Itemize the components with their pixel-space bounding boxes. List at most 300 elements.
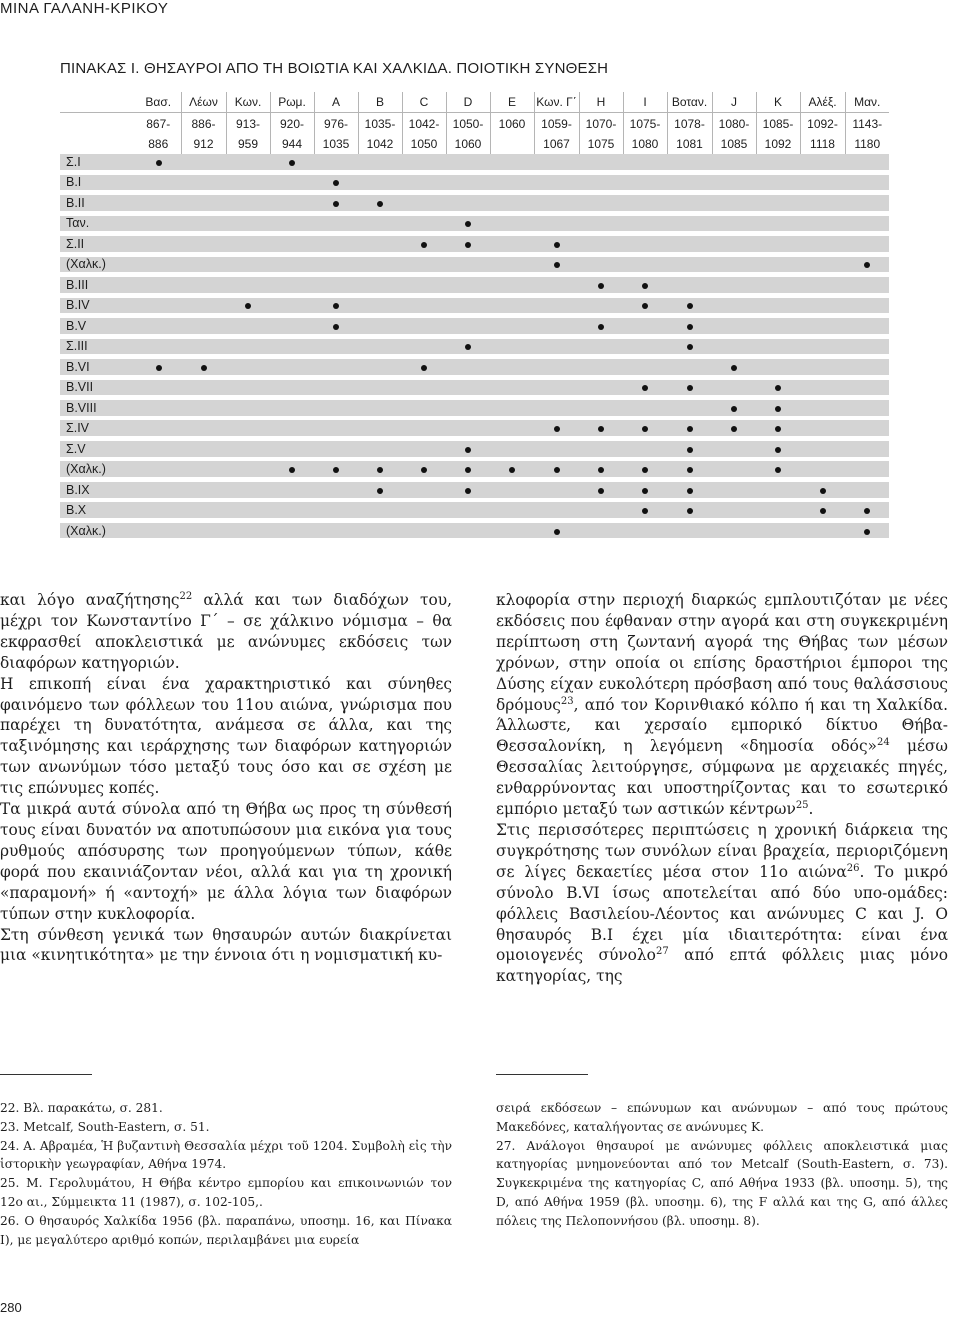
cell: [623, 482, 667, 498]
column-name-11: I: [623, 92, 667, 113]
table-title: ΠΙΝΑΚΑΣ Ι. ΘΗΣΑΥΡΟΙ ΑΠΟ ΤΗ ΒΟΙΩΤΙΑ ΚΑΙ ΧΑΛΚΙΔΑ. ΠΟΙΟΤΙΚΗ ΣΥΝΘΕΣΗ: [60, 60, 609, 77]
cell: [712, 420, 756, 436]
cell: [314, 236, 358, 252]
column-from-6: 1042-: [402, 113, 446, 134]
cell: [226, 175, 270, 191]
text-run: κλοφορία στην περιοχή διαρκώς εμπλουτιζόταν με νέες εκδόσεις που έφθαναν στην αγορά και στη συγκεκριμένη περίπτωση στη ζωντανή αγορά της Θήβας των μέσων χρόνων, στην οποία οι επίσης δραστήριοι έμποροι της Δύσης είχαν ευκολότερη πρόσβαση από τους θαλάσσιους δρόμους: [496, 591, 948, 714]
presence-dot: [333, 324, 339, 330]
cell: [314, 298, 358, 314]
row-label: Ταν.: [60, 216, 136, 232]
cell: [181, 420, 226, 436]
hoards-table: [60, 92, 889, 543]
cell: [756, 482, 800, 498]
row-label: B.IX: [60, 482, 136, 498]
table-row: [60, 441, 889, 457]
column-from-0: 867-: [136, 113, 181, 134]
cell: [579, 154, 623, 170]
cell: [226, 277, 270, 293]
column-from-10: 1070-: [579, 113, 623, 134]
cell: [712, 318, 756, 334]
column-to-0: 886: [136, 134, 181, 154]
cell: [446, 359, 490, 375]
paragraph: [0, 799, 452, 924]
presence-dot: [731, 426, 737, 432]
cell: [402, 523, 446, 539]
presence-dot: [201, 365, 207, 371]
cell: [579, 175, 623, 191]
cell: [446, 154, 490, 170]
presence-dot: [465, 344, 471, 350]
cell: [181, 339, 226, 355]
presence-dot: [775, 406, 781, 412]
cell: [579, 318, 623, 334]
presence-dot: [333, 467, 339, 473]
cell: [358, 195, 402, 211]
cell: [314, 318, 358, 334]
cell: [358, 359, 402, 375]
cell: [845, 420, 889, 436]
cell: [226, 482, 270, 498]
cell: [446, 339, 490, 355]
presence-dot: [554, 426, 560, 432]
column-from-9: 1059-: [534, 113, 579, 134]
cell: [800, 380, 845, 396]
row-gap: [60, 538, 889, 543]
cell: [490, 154, 534, 170]
paragraph: [0, 590, 452, 674]
cell: [800, 195, 845, 211]
text-run: μέσω Θεσσαλίας λειτούργησε, σύμφωνα με αρχειακές πηγές, ενθαρρύνοντας και υποστηρίζοντας και το εσωτερικό εμπόριο μεταξύ των αστικών κέντρων: [496, 737, 948, 819]
cell: [579, 441, 623, 457]
cell: [623, 298, 667, 314]
cell: [667, 298, 712, 314]
cell: [446, 400, 490, 416]
column-to-2: 959: [226, 134, 270, 154]
presence-dot: [289, 160, 295, 166]
paragraph: [0, 674, 452, 799]
column-to-8: [490, 134, 534, 154]
cell: [490, 441, 534, 457]
cell: [270, 482, 314, 498]
column-to-12: 1081: [667, 134, 712, 154]
cell: [534, 277, 579, 293]
cell: [579, 298, 623, 314]
text-run: και λόγο αναζήτησης: [0, 591, 180, 609]
cell: [667, 441, 712, 457]
presence-dot: [642, 385, 648, 391]
cell: [712, 277, 756, 293]
cell: [358, 257, 402, 273]
presence-dot: [554, 242, 560, 248]
cell: [712, 195, 756, 211]
cell: [667, 420, 712, 436]
cell: [402, 400, 446, 416]
cell: [446, 482, 490, 498]
cell: [623, 400, 667, 416]
column-name-7: D: [446, 92, 490, 113]
cell: [845, 502, 889, 518]
cell: [712, 175, 756, 191]
cell: [226, 318, 270, 334]
cell: [270, 318, 314, 334]
cell: [136, 236, 181, 252]
cell: [270, 441, 314, 457]
column-from-1: 886-: [181, 113, 226, 134]
cell: [756, 420, 800, 436]
cell: [226, 236, 270, 252]
table-row: [60, 318, 889, 334]
cell: [845, 400, 889, 416]
cell: [181, 277, 226, 293]
cell: [490, 195, 534, 211]
cell: [667, 502, 712, 518]
presence-dot: [465, 221, 471, 227]
cell: [358, 154, 402, 170]
cell: [226, 502, 270, 518]
cell: [534, 195, 579, 211]
cell: [181, 359, 226, 375]
cell: [358, 380, 402, 396]
column-name-6: C: [402, 92, 446, 113]
footnote: 22. Βλ. παρακάτω, σ. 281.: [0, 1101, 163, 1115]
table-row: [60, 400, 889, 416]
footnotes-right: [496, 1099, 948, 1231]
cell: [314, 359, 358, 375]
cell: [534, 441, 579, 457]
cell: [579, 257, 623, 273]
row-label: B.I: [60, 175, 136, 191]
column-name-0: Βασ.: [136, 92, 181, 113]
cell: [358, 420, 402, 436]
footnote: σειρά εκδόσεων – επώνυμων και ανώνυμων – από τους πρώτους Μακεδόνες, καταλήγοντας σε ανώνυμες K.: [496, 1101, 948, 1134]
cell: [623, 461, 667, 477]
cell: [845, 482, 889, 498]
cell: [314, 195, 358, 211]
cell: [446, 298, 490, 314]
presence-dot: [156, 365, 162, 371]
presence-dot: [333, 180, 339, 186]
cell: [800, 420, 845, 436]
cell: [623, 257, 667, 273]
cell: [490, 318, 534, 334]
cell: [623, 216, 667, 232]
presence-dot: [820, 488, 826, 494]
cell: [490, 298, 534, 314]
row-label: B.X: [60, 502, 136, 518]
cell: [181, 318, 226, 334]
cell: [623, 154, 667, 170]
cell: [845, 461, 889, 477]
cell: [358, 482, 402, 498]
table-row: [60, 277, 889, 293]
cell: [181, 482, 226, 498]
running-head: ΜΙΝΑ ΓΑΛΑΝΗ-ΚΡΙΚΟΥ: [0, 0, 169, 17]
cell: [136, 441, 181, 457]
presence-dot: [642, 508, 648, 514]
presence-dot: [421, 365, 427, 371]
cell: [534, 380, 579, 396]
presence-dot: [465, 467, 471, 473]
cell: [845, 380, 889, 396]
column-name-1: Λέων: [181, 92, 226, 113]
cell: [534, 523, 579, 539]
cell: [136, 257, 181, 273]
cell: [270, 359, 314, 375]
presence-dot: [864, 529, 870, 535]
cell: [358, 298, 402, 314]
cell: [446, 461, 490, 477]
cell: [181, 441, 226, 457]
presence-dot: [687, 344, 693, 350]
cell: [490, 339, 534, 355]
cell: [712, 482, 756, 498]
cell: [490, 420, 534, 436]
presence-dot: [333, 303, 339, 309]
cell: [623, 359, 667, 375]
presence-dot: [687, 385, 693, 391]
cell: [490, 257, 534, 273]
column-from-7: 1050-: [446, 113, 490, 134]
cell: [579, 523, 623, 539]
footnote-ref: 23: [560, 695, 574, 707]
cell: [181, 380, 226, 396]
cell: [845, 277, 889, 293]
presence-dot: [687, 426, 693, 432]
cell: [800, 154, 845, 170]
presence-dot: [642, 467, 648, 473]
row-label: Σ.V: [60, 441, 136, 457]
column-to-14: 1092: [756, 134, 800, 154]
cell: [490, 216, 534, 232]
presence-dot: [554, 467, 560, 473]
cell: [845, 298, 889, 314]
table-row: [60, 502, 889, 518]
presence-dot: [465, 242, 471, 248]
column-name-4: A: [314, 92, 358, 113]
cell: [623, 523, 667, 539]
cell: [712, 154, 756, 170]
cell: [358, 236, 402, 252]
cell: [756, 523, 800, 539]
cell: [136, 420, 181, 436]
cell: [314, 257, 358, 273]
column-to-16: 1180: [854, 136, 881, 151]
cell: [314, 277, 358, 293]
cell: [667, 318, 712, 334]
cell: [756, 195, 800, 211]
column-name-16: Μαν.: [845, 92, 889, 113]
presence-dot: [554, 262, 560, 268]
table-row: [60, 523, 889, 539]
row-label: Σ.I: [60, 154, 136, 170]
footnote: 27. Ανάλογοι θησαυροί με ανώνυμες φόλλεις αποκλειστικά μιας κατηγορίας μνημονεύονται από τον Metcalf (South-Eastern, σ. 73). Συγκεκριμένα της κατηγορίας C, από Αθήνα 1933 (βλ. υποσημ. 5), της D, από Αθήνα 1959 (βλ. υποσημ. 6), της F αλλά και της G, από άλλες πόλεις της Πελοποννήσου (βλ. υποσημ. 8).: [496, 1138, 948, 1228]
column-to-11: 1080: [623, 134, 667, 154]
table-corner: [60, 92, 136, 113]
text-run: Στις περισσότερες περιπτώσεις η χρονική διάρκεια της συγκρότησης των συνόλων είναι βραχεία, περιοριζόμενη σε λίγες δεκαετίες μέσα στον 11ο αιώνα: [496, 820, 948, 881]
cell: [756, 257, 800, 273]
presence-dot: [156, 160, 162, 166]
cell: [712, 236, 756, 252]
table-row: [60, 461, 889, 477]
column-to-5: 1042: [358, 134, 402, 154]
cell: [667, 216, 712, 232]
cell: [314, 154, 358, 170]
cell: [314, 339, 358, 355]
cell: [845, 441, 889, 457]
cell: [712, 441, 756, 457]
cell: [314, 482, 358, 498]
column-from-2: 913-: [226, 113, 270, 134]
cell: [534, 400, 579, 416]
cell: [446, 380, 490, 396]
cell: [136, 482, 181, 498]
cell: [712, 523, 756, 539]
cell: [579, 420, 623, 436]
cell: [756, 441, 800, 457]
cell: [136, 502, 181, 518]
column-to-4: 1035: [314, 134, 358, 154]
cell: [579, 380, 623, 396]
row-label: B.II: [60, 195, 136, 211]
cell: [712, 257, 756, 273]
cell: [534, 216, 579, 232]
column-name-12: Βοταν.: [667, 92, 712, 113]
cell: [270, 400, 314, 416]
cell: [845, 257, 889, 273]
column-name-2: Κων.: [226, 92, 270, 113]
cell: [800, 482, 845, 498]
cell: [756, 175, 800, 191]
cell: [667, 154, 712, 170]
cell: [800, 339, 845, 355]
cell: [756, 380, 800, 396]
presence-dot: [377, 488, 383, 494]
cell: [800, 318, 845, 334]
presence-dot: [509, 467, 515, 473]
cell: [712, 216, 756, 232]
footnote-ref: 24: [876, 737, 890, 749]
cell: [534, 502, 579, 518]
cell: [800, 175, 845, 191]
text-run: από επτά φόλλεις μιας μόνο κατηγορίας, της: [496, 946, 948, 986]
cell: [226, 400, 270, 416]
cell: [579, 277, 623, 293]
cell: [402, 298, 446, 314]
cell: [490, 400, 534, 416]
cell: [579, 359, 623, 375]
cell: [270, 523, 314, 539]
cell: [712, 400, 756, 416]
table-row: [60, 236, 889, 252]
footnote-ref: 26: [846, 862, 860, 874]
cell: [623, 502, 667, 518]
cell: [270, 216, 314, 232]
column-name-13: J: [712, 92, 756, 113]
column-name-8: E: [490, 92, 534, 113]
cell: [579, 461, 623, 477]
cell: [270, 236, 314, 252]
cell: [402, 257, 446, 273]
cell: [136, 216, 181, 232]
paragraph: [0, 925, 452, 967]
cell: [579, 339, 623, 355]
footnote-ref: 25: [795, 799, 809, 811]
cell: [136, 277, 181, 293]
cell: [579, 482, 623, 498]
column-from-8: 1060: [490, 113, 534, 134]
presence-dot: [775, 467, 781, 473]
cell: [226, 339, 270, 355]
cell: [534, 482, 579, 498]
presence-dot: [775, 385, 781, 391]
presence-dot: [642, 488, 648, 494]
cell: [490, 359, 534, 375]
column-from-15: 1092-: [800, 113, 845, 134]
row-label: B.V: [60, 318, 136, 334]
cell: [136, 318, 181, 334]
cell: [845, 318, 889, 334]
cell: [534, 175, 579, 191]
cell: [358, 400, 402, 416]
cell: [226, 298, 270, 314]
cell: [800, 216, 845, 232]
cell: [446, 318, 490, 334]
presence-dot: [598, 324, 604, 330]
paragraph: [496, 590, 948, 820]
cell: [402, 482, 446, 498]
footnote-ref: 22: [179, 590, 193, 602]
cell: [534, 420, 579, 436]
cell: [490, 175, 534, 191]
text-run: αλλά και των διαδόχων του, μέχρι τον Κωνσταντίνο Γ΄ – σε χάλκινο νόμισμα – θα εκφρασθεί αποκλειστικά με ανώνυμες εκδόσεις των διαφόρων κατηγοριών.: [0, 591, 452, 672]
presence-dot: [421, 467, 427, 473]
column-from-16: 1143-: [852, 116, 883, 131]
presence-dot: [775, 426, 781, 432]
cell: [800, 400, 845, 416]
cell: [136, 359, 181, 375]
footnote: 25. Μ. Γερολυμάτου, Η Θήβα κέντρο εμπορίου και επικοινωνιών τον 12ο αι., Σύμμεικτα 11 (1987), σ. 102-105,.: [0, 1176, 452, 1209]
cell: [402, 318, 446, 334]
table-row: [60, 298, 889, 314]
text-run: Στη σύνθεση γενικά των θησαυρών αυτών διακρίνεται μια «κινητικότητα» με την έννοια ότι η νομισματική κυ-: [0, 925, 452, 965]
cell: [490, 502, 534, 518]
column-to-9: 1067: [534, 134, 579, 154]
cell: [756, 154, 800, 170]
cell: [136, 154, 181, 170]
cell: [845, 216, 889, 232]
cell: [845, 175, 889, 191]
presence-dot: [245, 303, 251, 309]
cell: [270, 195, 314, 211]
cell: [667, 195, 712, 211]
cell: [534, 154, 579, 170]
cell: [845, 154, 889, 170]
cell: [402, 216, 446, 232]
cell: [623, 318, 667, 334]
text-run: Η επικοπή είναι ένα χαρακτηριστικό και σύνηθες φαινόμενο των φόλλεων του 11ου αιώνα, γνώρισμα που παρέχει τη δυνατότητα, ανάμεσα σε άλλα, και της ταξινόμησης και ιεράρχησης των διαφόρων κατηγοριών των ανωνύμων τόσο μεταξύ τους όσο και σε σχέση με τις επώνυμες κοπές.: [0, 674, 452, 798]
cell: [226, 380, 270, 396]
table-row: [60, 154, 889, 170]
cell: [800, 277, 845, 293]
presence-dot: [465, 488, 471, 494]
cell: [446, 236, 490, 252]
table-row: [60, 339, 889, 355]
cell: [136, 298, 181, 314]
cell: [667, 523, 712, 539]
presence-dot: [421, 242, 427, 248]
cell: [358, 277, 402, 293]
cell: [136, 339, 181, 355]
